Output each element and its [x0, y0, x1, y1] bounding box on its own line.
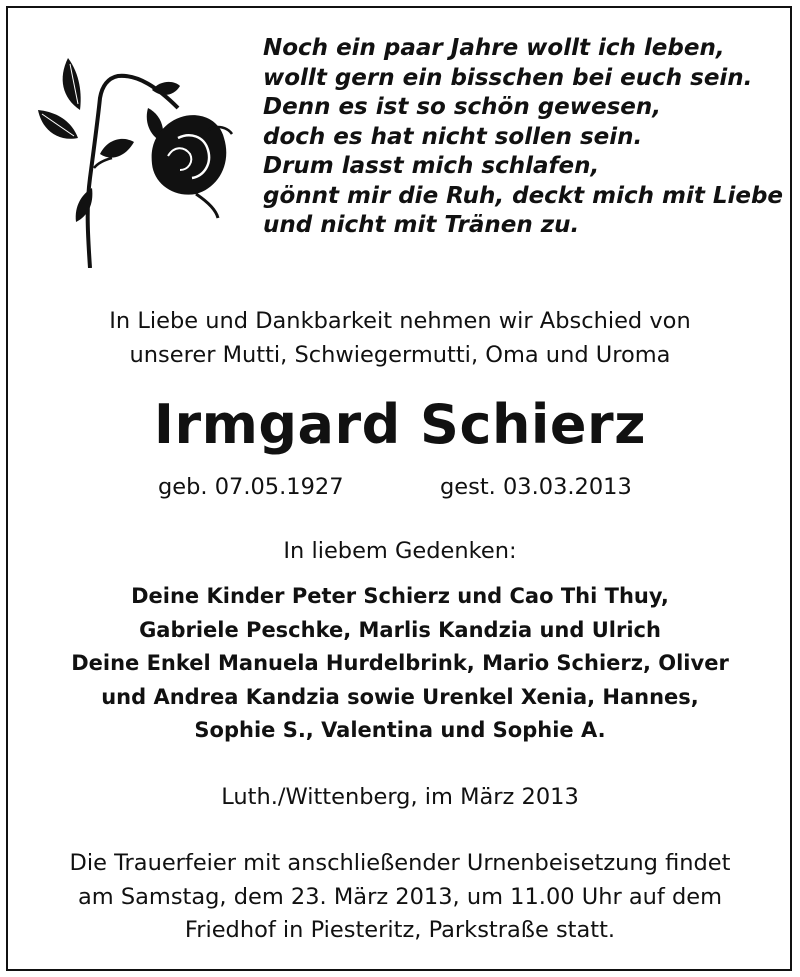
poem-line: doch es hat nicht sollen sein. — [263, 123, 643, 150]
service-line: am Samstag, dem 23. März 2013, um 11.00 Uhr auf dem — [77, 883, 723, 910]
intro-line: unserer Mutti, Schwiegermutti, Oma und Uroma — [129, 342, 671, 368]
family-line: Gabriele Peschke, Marlis Kandzia und Ulrich — [139, 617, 661, 642]
rose-icon — [28, 38, 238, 268]
memory-heading: In liebem Gedenken: — [283, 538, 517, 564]
life-dates — [6, 470, 794, 504]
family-line: und Andrea Kandzia sowie Urenkel Xenia, Hannes, — [101, 684, 699, 709]
intro-text — [6, 304, 794, 372]
family-line: Sophie S., Valentina und Sophie A. — [194, 718, 606, 743]
intro-line: In Liebe und Dankbarkeit nehmen wir Abschied von — [109, 308, 691, 334]
service-line: Die Trauerfeier mit anschließender Urnenbeisetzung findet — [69, 850, 731, 876]
poem-line: Drum lasst mich schlafen, — [263, 153, 600, 179]
deceased-name: Irmgard Schierz — [153, 393, 647, 456]
place-date: Luth./Wittenberg, im März 2013 — [221, 784, 579, 810]
poem — [263, 34, 783, 241]
service-info — [6, 847, 794, 948]
poem-line: und nicht mit Tränen zu. — [263, 212, 580, 238]
service-line: Friedhof in Piesteritz, Parkstraße statt. — [184, 917, 616, 943]
family-line: Deine Enkel Manuela Hurdelbrink, Mario Schierz, Oliver — [71, 651, 729, 676]
poem-line: Denn es ist so schön gewesen, — [263, 94, 662, 120]
birth-date: geb. 07.05.1927 — [158, 474, 344, 500]
poem-line: wollt gern ein bisschen bei euch sein. — [263, 64, 753, 91]
family-list — [6, 580, 794, 748]
poem-line: gönnt mir die Ruh, deckt mich mit Liebe — [263, 182, 784, 209]
family-line: Deine Kinder Peter Schierz und Cao Thi Thuy, — [131, 584, 669, 608]
poem-line: Noch ein paar Jahre wollt ich leben, — [263, 35, 725, 61]
death-date: gest. 03.03.2013 — [440, 474, 632, 500]
